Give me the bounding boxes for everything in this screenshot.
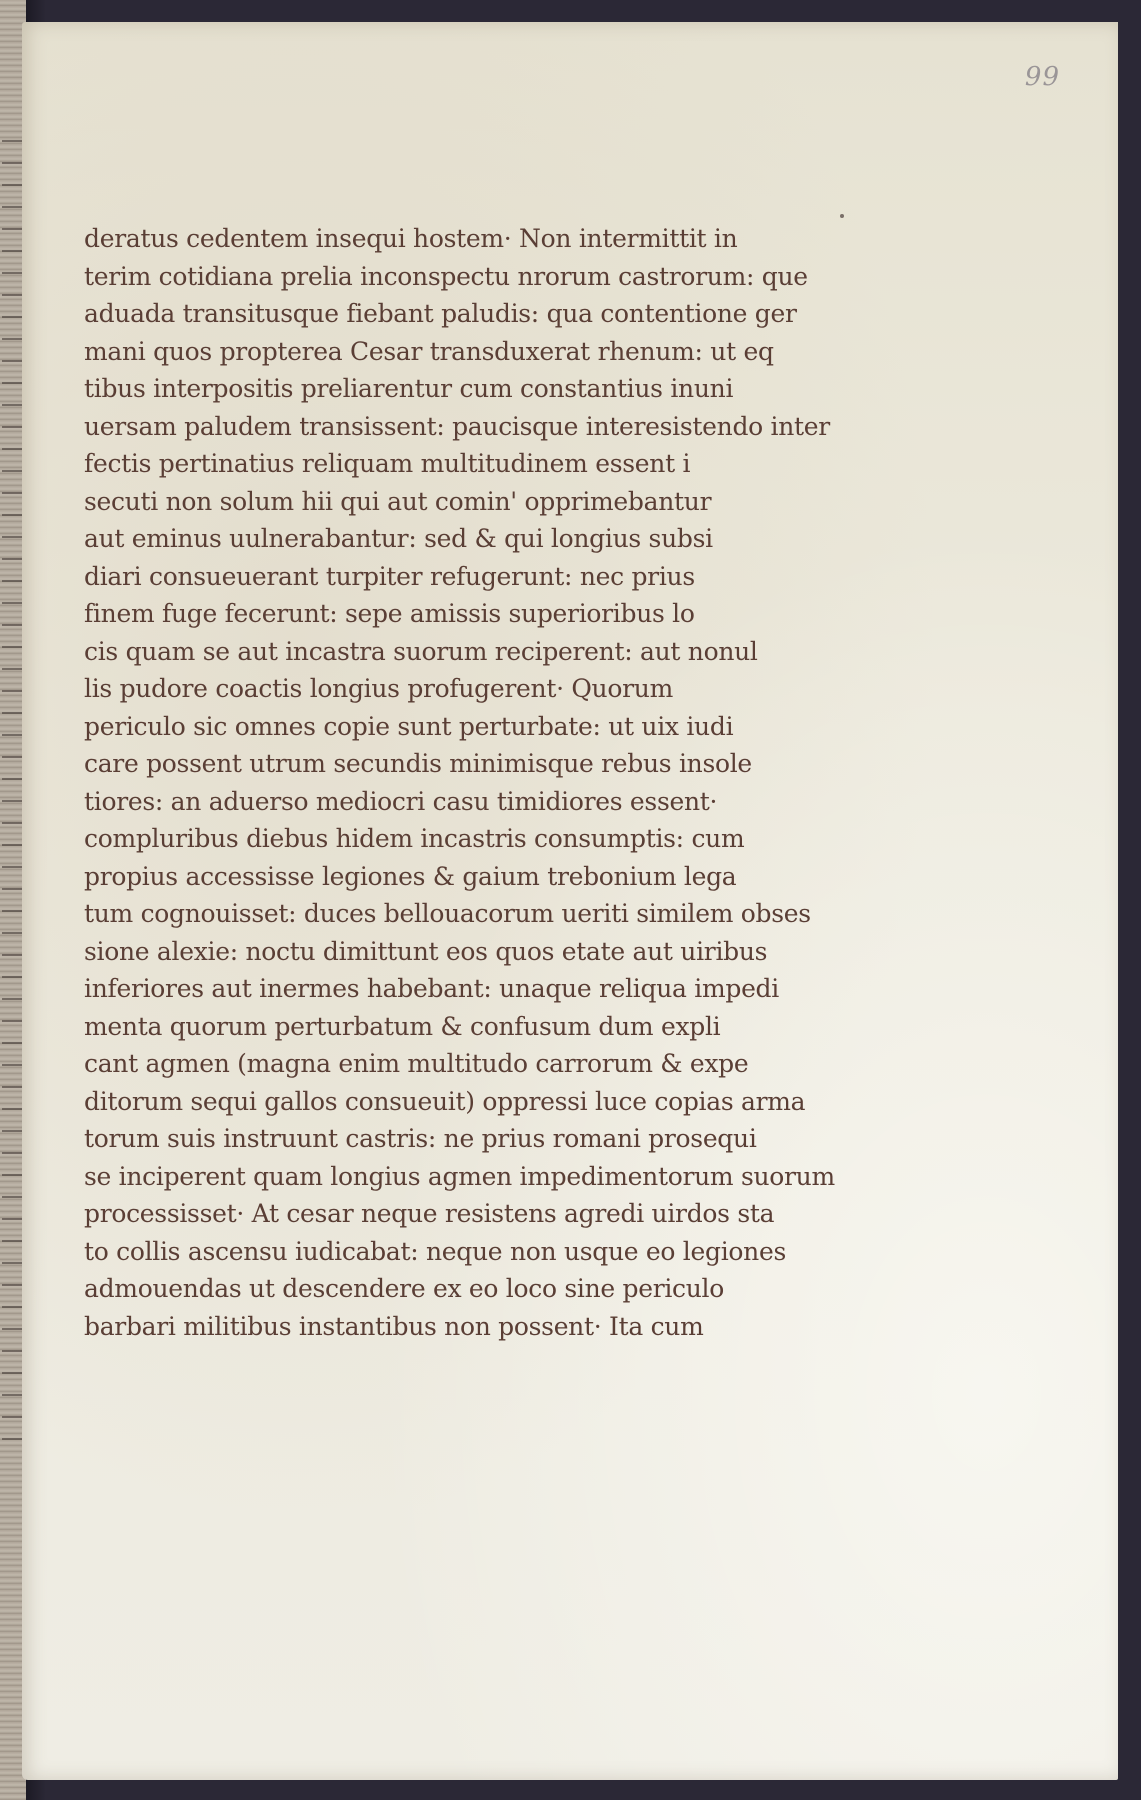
manuscript-leaf bbox=[22, 22, 1118, 1780]
text-line: barbari militibus instantibus non possent· Ita cum bbox=[84, 1311, 704, 1341]
text-line: menta quorum perturbatum & confusum dum expli bbox=[84, 1011, 721, 1041]
text-line: aut eminus uulnerabantur: sed & qui longius subsi bbox=[84, 524, 713, 553]
adjacent-page-text-edge bbox=[2, 140, 22, 1460]
text-line: terim cotidiana prelia inconspectu nrorum castrorum: que bbox=[84, 261, 808, 291]
text-line: sione alexie: noctu dimittunt eos quos etate aut uiribus bbox=[84, 936, 768, 966]
text-line: cant agmen (magna enim multitudo carrorum & expe bbox=[84, 1049, 749, 1078]
text-line: mani quos propterea Cesar transduxerat rhenum: ut eq bbox=[84, 336, 774, 366]
text-line: lis pudore coactis longius profugerent· Quorum bbox=[84, 674, 673, 703]
text-line: diari consueuerant turpiter refugerunt: nec prius bbox=[84, 561, 695, 591]
text-line: finem fuge fecerunt: sepe amissis superioribus lo bbox=[84, 599, 695, 628]
text-line: processisset· At cesar neque resistens agredi uirdos sta bbox=[84, 1199, 775, 1228]
text-line: tiores: an aduerso mediocri casu timidiores essent· bbox=[84, 786, 718, 816]
text-line: fectis pertinatius reliquam multitudinem essent i bbox=[84, 449, 691, 478]
text-line: admouendas ut descendere ex eo loco sine periculo bbox=[84, 1274, 725, 1303]
text-line: cis quam se aut incastra suorum reciperent: aut nonul bbox=[84, 636, 758, 666]
text-line: care possent utrum secundis minimisque rebus insole bbox=[84, 749, 752, 778]
text-line: deratus cedentem insequi hostem· Non intermittit in bbox=[84, 224, 738, 253]
folio-number: 99 bbox=[1024, 62, 1060, 92]
text-line: inferiores aut inermes habebant: unaque reliqua impedi bbox=[84, 974, 779, 1003]
text-line: propius accessisse legiones & gaium trebonium lega bbox=[84, 861, 737, 891]
text-line: compluribus diebus hidem incastris consumptis: cum bbox=[84, 824, 745, 853]
text-line: tibus interpositis preliarentur cum constantius inuni bbox=[84, 374, 734, 403]
text-line: tum cognouisset: duces bellouacorum ueriti similem obses bbox=[84, 899, 811, 928]
text-line: uersam paludem transissent: paucisque interesistendo inter bbox=[84, 411, 830, 441]
text-line: ditorum sequi gallos consueuit) oppressi luce copias arma bbox=[84, 1086, 806, 1116]
text-line: se inciperent quam longius agmen impedimentorum suorum bbox=[84, 1161, 835, 1191]
text-line: periculo sic omnes copie sunt perturbate: ut uix iudi bbox=[84, 711, 734, 741]
text-line: torum suis instruunt castris: ne prius romani prosequi bbox=[84, 1124, 757, 1153]
text-line: to collis ascensu iudicabat: neque non usque eo legiones bbox=[84, 1236, 786, 1266]
text-block bbox=[84, 220, 844, 1345]
text-line: aduada transitusque fiebant paludis: qua contentione ger bbox=[84, 299, 797, 328]
ink-dot bbox=[840, 214, 844, 218]
text-line: secuti non solum hii qui aut comin' opprimebantur bbox=[84, 486, 712, 516]
